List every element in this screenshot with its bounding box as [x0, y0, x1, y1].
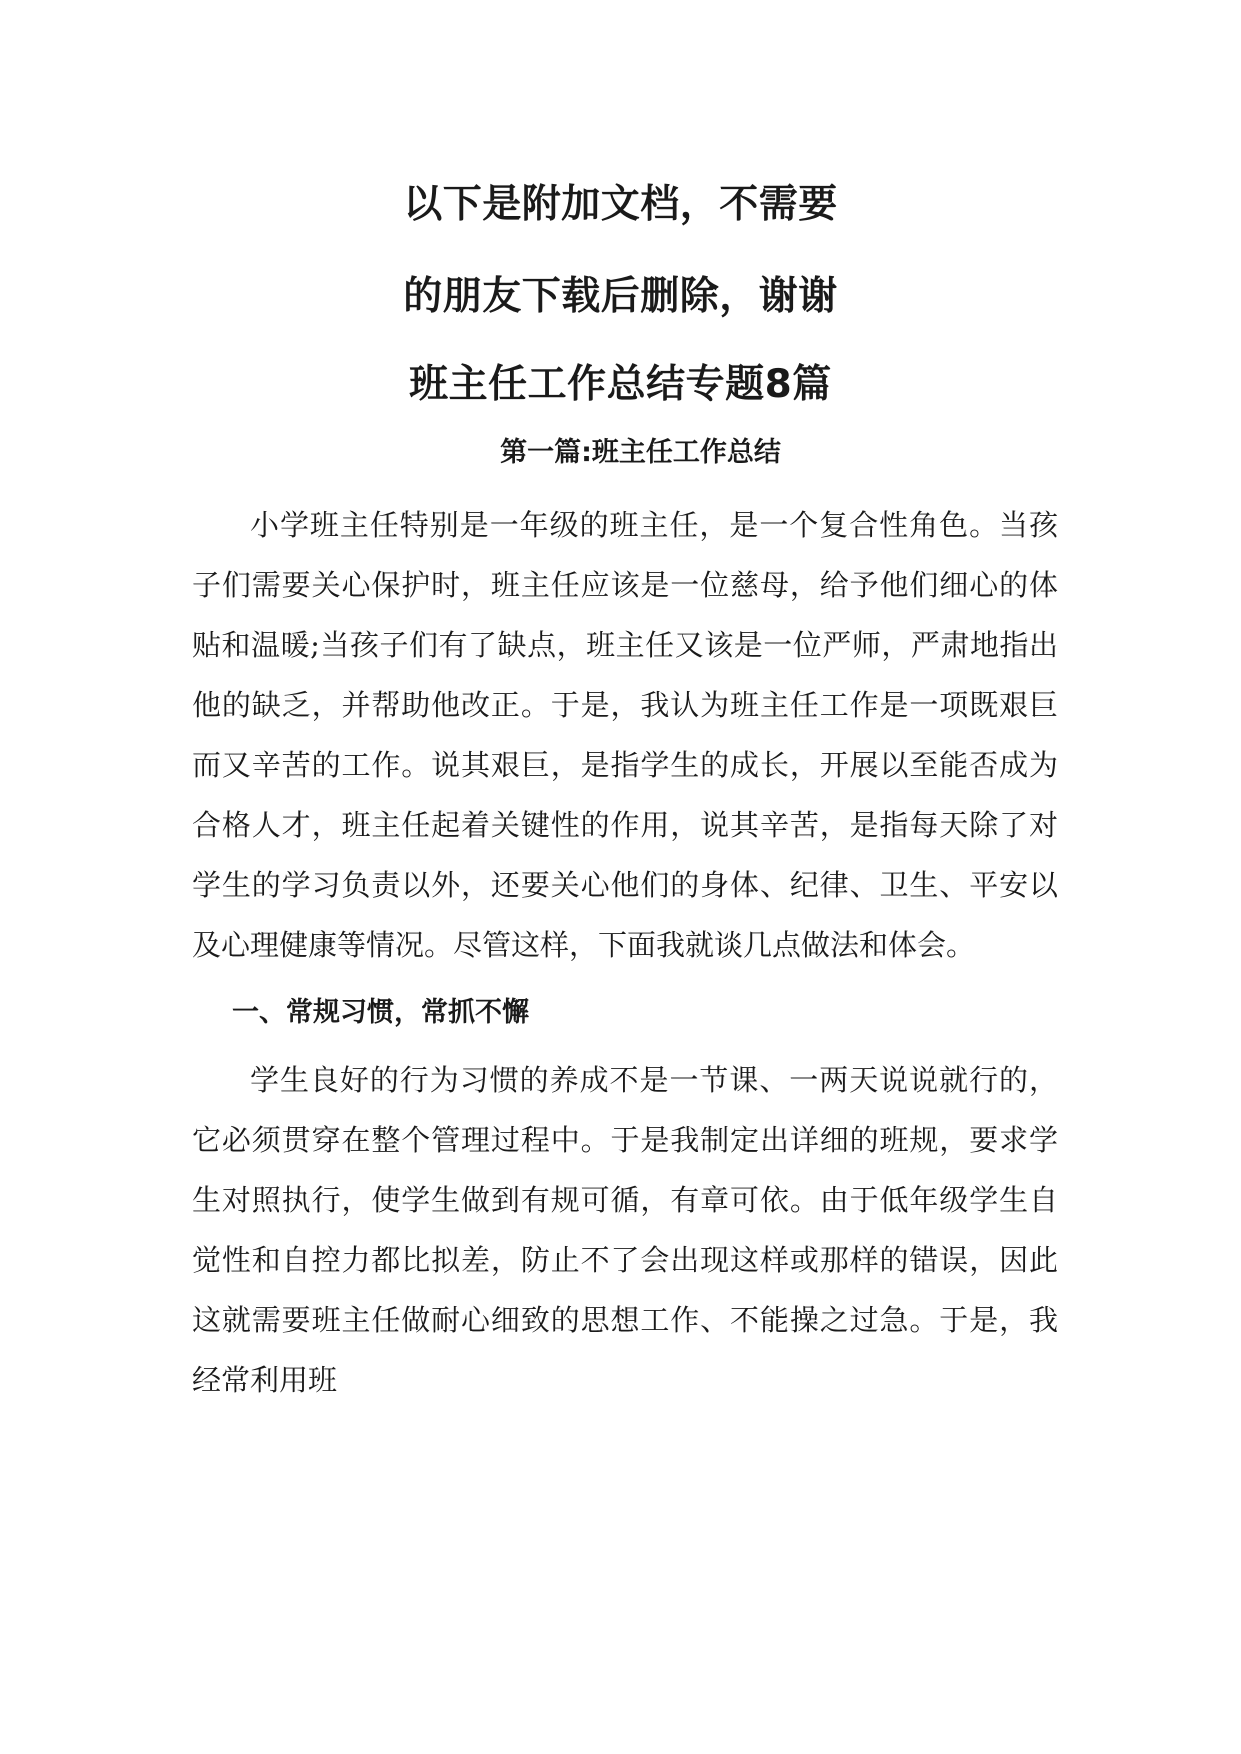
main-title: 班主任工作总结专题8篇 [409, 362, 832, 407]
paragraph-habits: 学生良好的行为习惯的养成不是一节课、一两天说说就行的，它必须贯穿在整个管理过程中。于是我制定出详细的班规，要求学生对照执行，使学生做到有规可循，有章可依。由于低年级学生自觉性和自控力都比拟差，防止不了会出现这样或那样的错误，因此这就需要班主任做耐心细致的思想工作、不能操之过急。于是，我经常利用班 [192, 1063, 1058, 1397]
notice-line-1: 以下是附加文档，不需要 [403, 182, 838, 227]
notice-line-2: 的朋友下载后删除，谢谢 [403, 274, 838, 319]
section-heading-1: 一、常规习惯，常抓不懈 [232, 997, 529, 1028]
chapter-title: 第一篇:班主任工作总结 [500, 437, 781, 468]
paragraph-intro: 小学班主任特别是一年级的班主任，是一个复合性角色。当孩子们需要关心保护时，班主任应该是一位慈母，给予他们细心的体贴和温暖;当孩子们有了缺点，班主任又该是一位严师，严肃地指出他的缺乏，并帮助他改正。于是，我认为班主任工作是一项既艰巨而又辛苦的工作。说其艰巨，是指学生的成长，开展以至能否成为合格人才，班主任起着关键性的作用，说其辛苦，是指每天除了对学生的学习负责以外，还要关心他们的身体、纪律、卫生、平安以及心理健康等情况。尽管这样，下面我就谈几点做法和体会。 [192, 508, 1058, 962]
